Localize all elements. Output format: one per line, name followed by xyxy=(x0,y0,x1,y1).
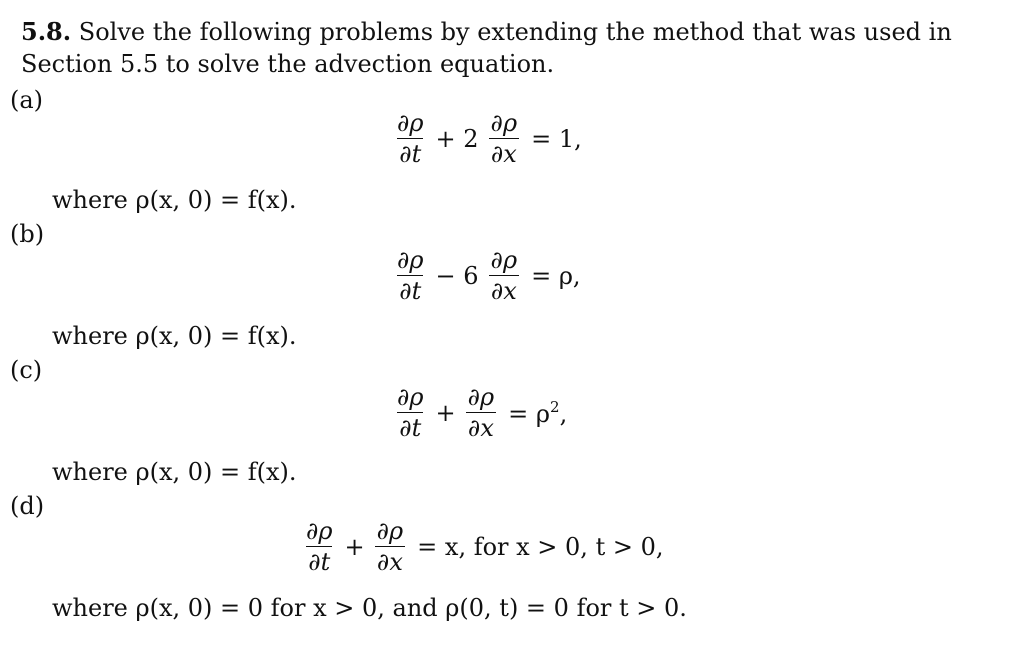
part-b-operator: − 6 xyxy=(435,261,479,290)
problem-number: 5.8. xyxy=(21,17,72,46)
part-a-rhs: = 1, xyxy=(531,124,582,153)
part-b-rhs-fraction xyxy=(489,247,520,304)
part-c-rhs xyxy=(508,398,567,428)
part-c-equation xyxy=(393,384,567,441)
part-a-equation xyxy=(393,110,582,167)
part-d-rhs-fraction xyxy=(375,518,406,575)
part-b-rhs-numerator: ∂ρ xyxy=(490,246,518,274)
part-d-equation xyxy=(302,518,663,575)
part-a-rhs-numerator: ∂ρ xyxy=(490,109,518,137)
problem-intro xyxy=(21,16,952,80)
part-b-label: (b) xyxy=(10,220,45,248)
part-b-lhs-numerator: ∂ρ xyxy=(397,246,424,274)
part-b-lhs-denominator: ∂t xyxy=(399,277,422,305)
part-b-rhs-denominator: ∂x xyxy=(490,277,517,305)
part-b-equation xyxy=(393,247,581,304)
part-d-rhs-numerator: ∂ρ xyxy=(376,517,404,545)
part-c-condition: where ρ(x, 0) = f(x). xyxy=(52,458,297,486)
part-b-condition: where ρ(x, 0) = f(x). xyxy=(52,322,297,350)
part-c-rhs-denominator: ∂x xyxy=(467,414,494,442)
part-c-rhs-exponent: 2 xyxy=(550,397,560,416)
part-a-operator: + 2 xyxy=(435,124,479,153)
part-a-rhs-denominator: ∂x xyxy=(490,140,517,168)
part-a-condition: where ρ(x, 0) = f(x). xyxy=(52,186,297,214)
part-c-operator: + xyxy=(435,398,456,427)
part-d-lhs-denominator: ∂t xyxy=(308,548,331,576)
part-d-operator: + xyxy=(344,532,365,561)
part-d-rhs: = x, for x > 0, t > 0, xyxy=(417,532,664,561)
part-a-lhs-fraction xyxy=(395,110,426,167)
intro-line-2: Section 5.5 to solve the advection equation. xyxy=(21,50,555,78)
part-c-lhs-fraction xyxy=(395,384,426,441)
part-c-lhs-denominator: ∂t xyxy=(399,414,422,442)
part-b-lhs-fraction xyxy=(395,247,426,304)
part-d-condition: where ρ(x, 0) = 0 for x > 0, and ρ(0, t) = 0 for t > 0. xyxy=(52,594,687,622)
part-c-rhs-base: = ρ xyxy=(508,399,551,428)
part-c-rhs-tail: , xyxy=(559,399,568,428)
part-c-label: (c) xyxy=(10,356,43,384)
part-c-lhs-numerator: ∂ρ xyxy=(397,383,424,411)
part-c-rhs-numerator: ∂ρ xyxy=(467,383,495,411)
part-d-lhs-numerator: ∂ρ xyxy=(306,517,333,545)
part-a-lhs-denominator: ∂t xyxy=(399,140,422,168)
part-c-rhs-fraction xyxy=(466,384,497,441)
part-d-lhs-fraction xyxy=(304,518,335,575)
part-a-lhs-numerator: ∂ρ xyxy=(397,109,424,137)
part-b-rhs: = ρ, xyxy=(531,261,581,290)
part-a-label: (a) xyxy=(10,86,44,114)
part-d-rhs-denominator: ∂x xyxy=(376,548,403,576)
part-d-label: (d) xyxy=(10,492,45,520)
intro-line-1: Solve the following problems by extending the method that was used in xyxy=(78,18,952,46)
part-a-rhs-fraction xyxy=(489,110,520,167)
